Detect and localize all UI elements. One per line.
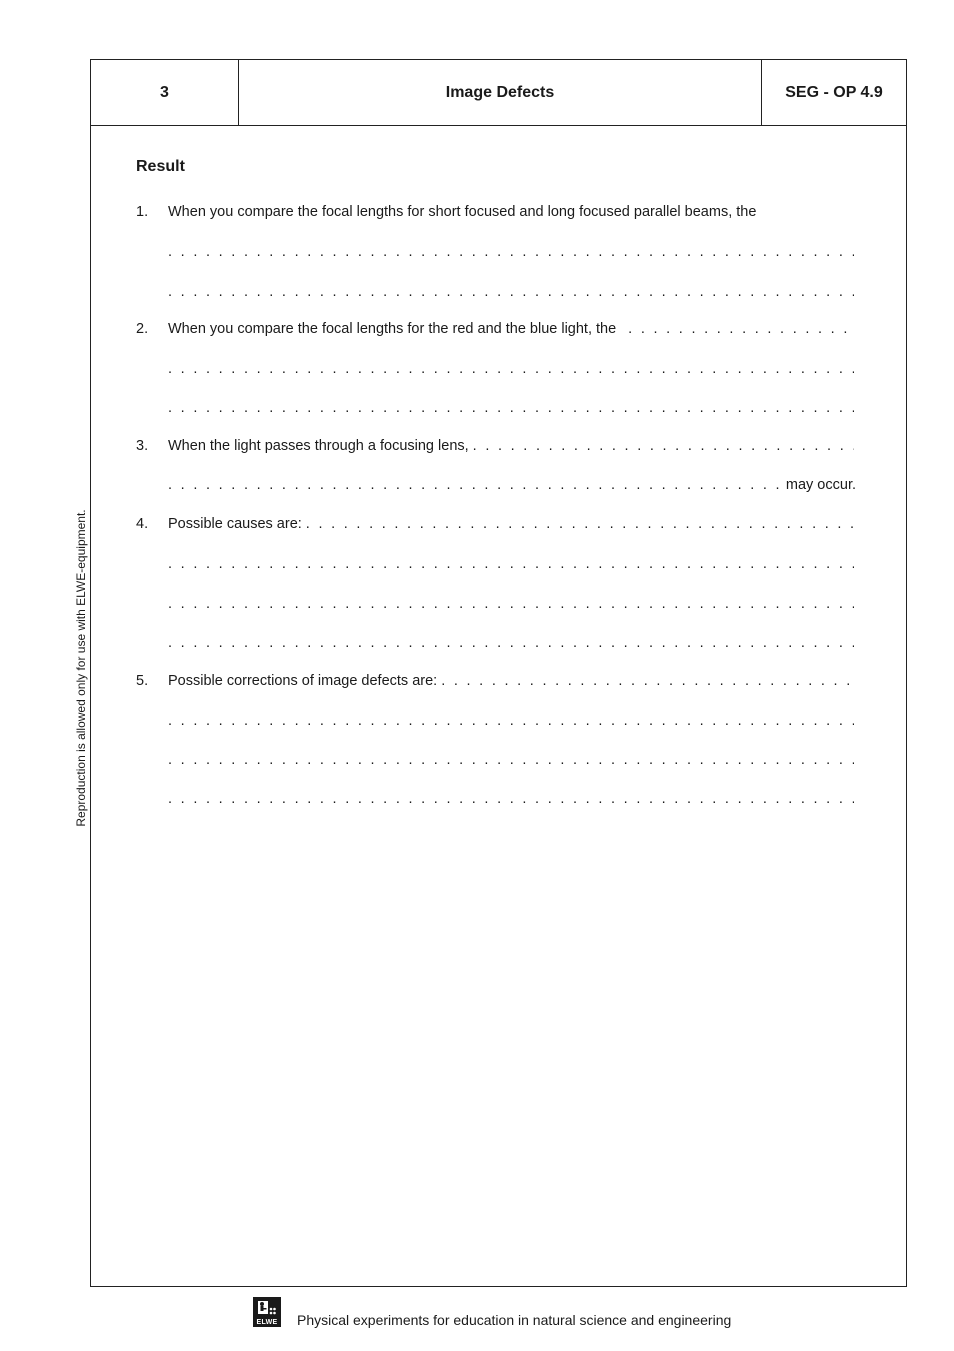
answer-line[interactable] — [136, 282, 856, 302]
footer — [253, 1297, 731, 1327]
item-number: 3. — [136, 438, 149, 454]
list-item-1 — [136, 202, 856, 222]
answer-line[interactable] — [136, 633, 856, 653]
answer-line[interactable] — [136, 711, 856, 731]
document-code: SEG - OP 4.9 — [785, 83, 883, 101]
item-number: 5. — [136, 673, 149, 689]
item-number: 4. — [136, 516, 149, 532]
answer-line[interactable] — [306, 514, 854, 534]
logo-text: ELWE — [256, 1319, 278, 1326]
answer-line[interactable] — [136, 554, 856, 574]
item-text: When you compare the focal lengths for the red and the blue light, the — [168, 321, 617, 337]
page-number: 3 — [91, 60, 239, 125]
reproduction-note: Reproduction is allowed only for use with ELWE-equipment. — [74, 509, 88, 827]
answer-line[interactable] — [136, 398, 856, 418]
answer-line[interactable] — [136, 359, 856, 379]
answer-line[interactable] — [136, 789, 856, 809]
answer-line[interactable] — [628, 319, 854, 339]
result-heading: Result — [136, 158, 185, 175]
header-table — [91, 60, 906, 126]
list-item-4 — [136, 514, 856, 534]
item-text: When the light passes through a focusing lens, — [168, 438, 469, 454]
answer-line[interactable] — [136, 242, 856, 262]
list-item-5 — [136, 671, 856, 691]
item-text: Possible causes are: — [168, 516, 302, 532]
elwe-logo-icon — [253, 1297, 281, 1327]
answer-line[interactable] — [136, 750, 856, 770]
answer-line[interactable] — [473, 436, 854, 456]
answer-line-with-ending[interactable] — [136, 475, 856, 495]
item-text: When you compare the focal lengths for short focused and long focused parallel beams, the — [168, 204, 757, 220]
footer-text: Physical experiments for education in natural science and engineering — [297, 1312, 732, 1328]
answer-line[interactable] — [136, 594, 856, 614]
item-number: 1. — [136, 204, 149, 220]
answer-line[interactable] — [441, 671, 854, 691]
item-number: 2. — [136, 321, 149, 337]
person-figure-icon — [257, 1300, 277, 1316]
item-text: Possible corrections of image defects are: — [168, 673, 438, 689]
list-item-2 — [136, 319, 856, 339]
item-ending: may occur. — [785, 477, 856, 493]
list-item-3 — [136, 436, 856, 456]
document-title: Image Defects — [239, 60, 762, 125]
